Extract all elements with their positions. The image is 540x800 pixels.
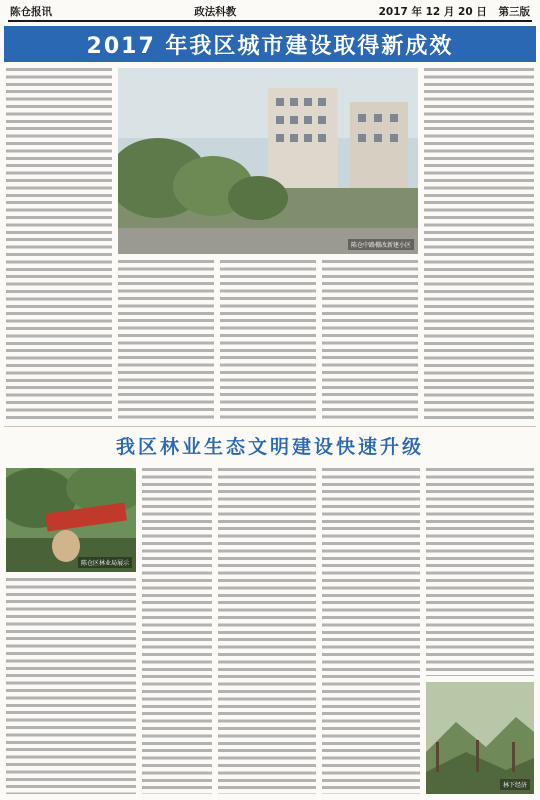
article1-column-1: [6, 68, 112, 420]
forest-economy-photo-svg: [426, 682, 534, 794]
article2-column-2: [142, 468, 212, 794]
issue-date: 2017 年 12 月 20 日: [378, 5, 487, 18]
masthead-rule: [8, 20, 532, 22]
masthead-left: 陈仓报讯: [10, 5, 52, 18]
article1-column-3: [220, 260, 316, 420]
article1-column-5: [424, 68, 534, 420]
building-photo-svg: [118, 68, 418, 254]
article1-column-2: [118, 260, 214, 420]
section-divider: [4, 426, 536, 427]
article2-column-5: [426, 468, 534, 676]
article2-photo-2-caption: 林下经济: [500, 779, 530, 790]
article2-column-4: [322, 468, 420, 794]
article1-banner: [4, 26, 536, 62]
article2-photo-1-caption: 陈仓区林业局展示: [78, 557, 132, 568]
page-number: 第三版: [498, 5, 530, 18]
article2-photo-2: [426, 682, 534, 794]
article2-column-1a: [6, 578, 136, 794]
issue-info: [379, 4, 530, 19]
article2-photo-1: [6, 468, 136, 572]
article2-column-3: [218, 468, 316, 794]
article2-headline: 我区林业生态文明建设快速升级: [115, 435, 424, 458]
article1-column-4: [322, 260, 418, 420]
article1-photo-caption: 陈仓中路棚改新建小区: [348, 239, 414, 250]
article1-headline: 2017 年我区城市建设取得新成效: [86, 33, 454, 59]
article1-photo: [118, 68, 418, 254]
masthead: [0, 0, 540, 22]
article2-header: [60, 430, 480, 460]
section-name: 政法科教: [194, 5, 237, 18]
